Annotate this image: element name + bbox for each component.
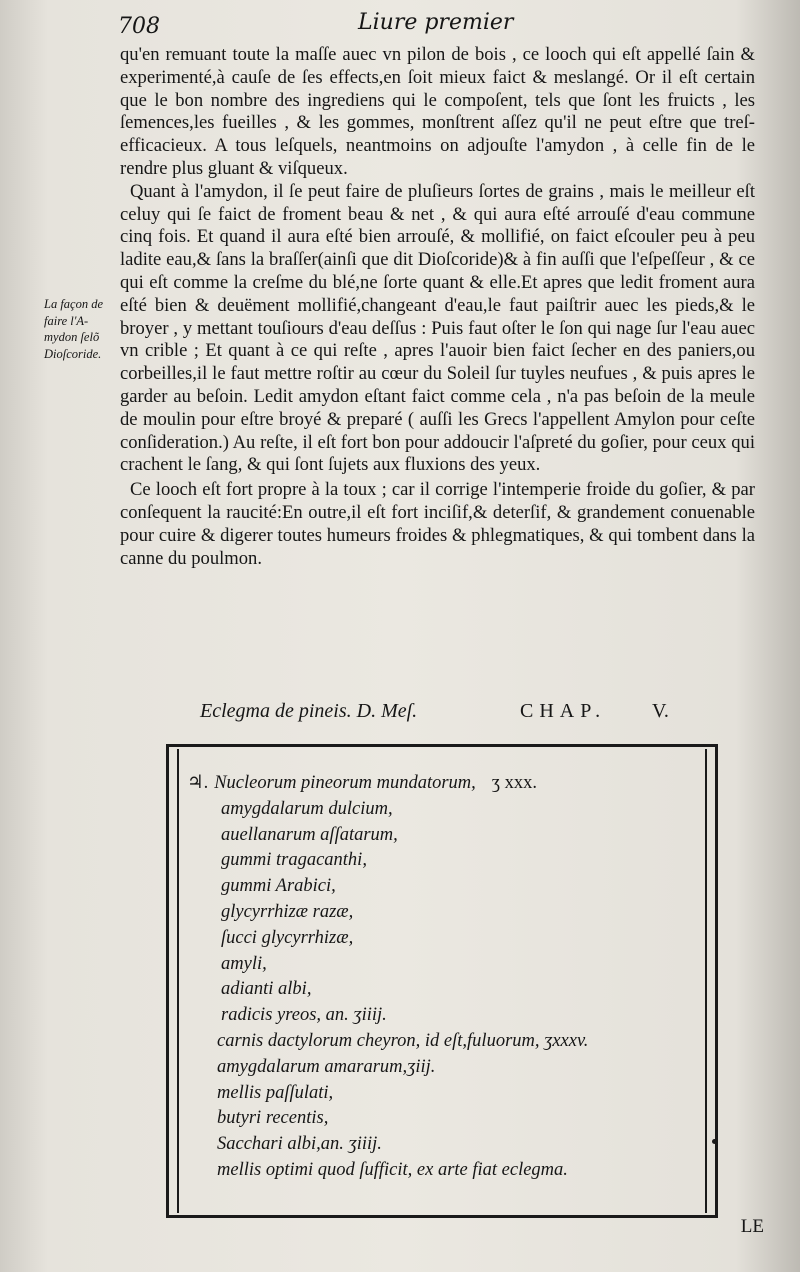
margin-note-line: faire l'A- (44, 313, 89, 328)
recipe-line: carnis dactylorum cheyron, id eſt,fuluorum, ʒxxxv. (217, 1030, 589, 1051)
paragraph-1: qu'en remuant toute la maſſe auec vn pilon de bois , ce looch qui eſt appellé ſain & experimenté,à cauſe de ſes effects,en ſoit mieux faict & meslangé. Or il eſt certain que le bon nombre des ingrediens qui le compoſent, tels que ſont les fruicts , les ſemences,les fueilles , & les gommes, monſtrent aſſez qu'il ne peut eſtre que treſ-efficacieux. A tous leſquels, neantmoins on adjouſte l'amydon , à celle fin de le rendre plus gluant & viſqueux. (120, 44, 755, 179)
body-text (120, 44, 755, 570)
recipe-line: adianti albi, (221, 979, 312, 1000)
chapter-number: V. (652, 700, 669, 722)
recipe-line: mellis optimi quod ſufficit, ex arte fiat eclegma. (217, 1159, 568, 1180)
recipe-line: amygdalarum dulcium, (221, 798, 393, 819)
recipe-line: gummi tragacanthi, (221, 850, 367, 871)
recipe-line: mellis paſſulati, (217, 1082, 334, 1103)
ink-dot (712, 1139, 717, 1144)
chapter-heading (200, 700, 680, 730)
ingredient-dose: ʒ xxx. (491, 773, 537, 793)
running-head: Liure premier (358, 10, 514, 35)
page-header (118, 10, 770, 40)
chapter-label: CHAP. (520, 700, 607, 722)
page-number: 708 (118, 14, 160, 39)
margin-note-line: mydon ſelõ (44, 330, 100, 344)
margin-note-line: Dioſcoride. (44, 346, 102, 361)
recipe-line: glycyrrhizæ razæ, (221, 901, 354, 922)
recipe-line: gummi Arabici, (221, 876, 336, 897)
recipe-line: amygdalarum amararum,ʒiij. (217, 1056, 436, 1077)
margin-note (44, 296, 120, 362)
recipe-line: ſucci glycyrrhizæ, (221, 927, 354, 948)
recipe-line: butyri recentis, (217, 1108, 329, 1129)
recipe-box (166, 744, 718, 1218)
recipe-line: auellanarum aſſatarum, (221, 824, 398, 845)
paragraph-3: Ce looch eſt fort propre à la toux ; car il corrige l'intemperie froide du goſier, & par conſequent la raucité:En outre,il eſt fort inciſif,& deterſif, & grandement conuenable pour cuire & digerer toutes humeurs froides & phlegmatiques, & qui tombent dans la canne du poulmon. (120, 479, 755, 569)
margin-note-line: La façon de (44, 297, 104, 311)
jupiter-rx-icon: ♃. (187, 773, 209, 793)
recipe-line: radicis yreos, an. ʒiiij. (221, 1005, 387, 1026)
recipe-list (187, 771, 707, 1184)
recipe-line (187, 771, 707, 797)
paragraph-2: Quant à l'amydon, il ſe peut faire de pluſieurs ſortes de grains , mais le meilleur eſt celuy qui ſe faict de froment beau & net , & qui aura eſté arrouſé d'eau commune cinq fois. Et quand il aura eſté bien arrouſé, & mollifié, on faict eſcouler peu à peu ladite eau,& ſans la braſſer(ainſi que dit Dioſcoride)& à fin auſſi que l'eſpeſſeur , & ce qui eſt comme la creſme du blé,ne ſorte quant & elle.Et apres que ledit froment aura eſté bien & deuëment mollifié,changeant d'eau,le faut paiſtrir auec les pieds,& le broyer , y mettant touſiours d'eau deſſus : Puis faut oſter le ſon qui nage ſur l'eau auec vn crible ; Et quant à ce qui reſte , apres l'auoir bien faict ſecher en des paniers,ou corbeilles,il le faut mettre roſtir au cœur du Soleil ſur tuyles neufues , & puis apres le garder au beſoin. Ledit amydon eſtant faict comme cela , n'a pas beſoin de la meule de moulin pour eſtre broyé & preparé ( auſſi les Grecs l'appellent Amylon pour ceſte conſideration.) Au reſte, il eſt fort bon pour addoucir l'aſpreté du goſier, pour ceux qui crachent le ſang, & qui ſont ſujets aux fluxions des yeux. (120, 180, 755, 476)
recipe-line: Sacchari albi,an. ʒiiij. (217, 1134, 382, 1155)
recipe-title: Eclegma de pineis. D. Meſ. (200, 700, 418, 722)
ingredient-text: Nucleorum pineorum mundatorum, (214, 773, 476, 793)
recipe-line: amyli, (221, 953, 267, 974)
catchword: LE (740, 1216, 764, 1237)
